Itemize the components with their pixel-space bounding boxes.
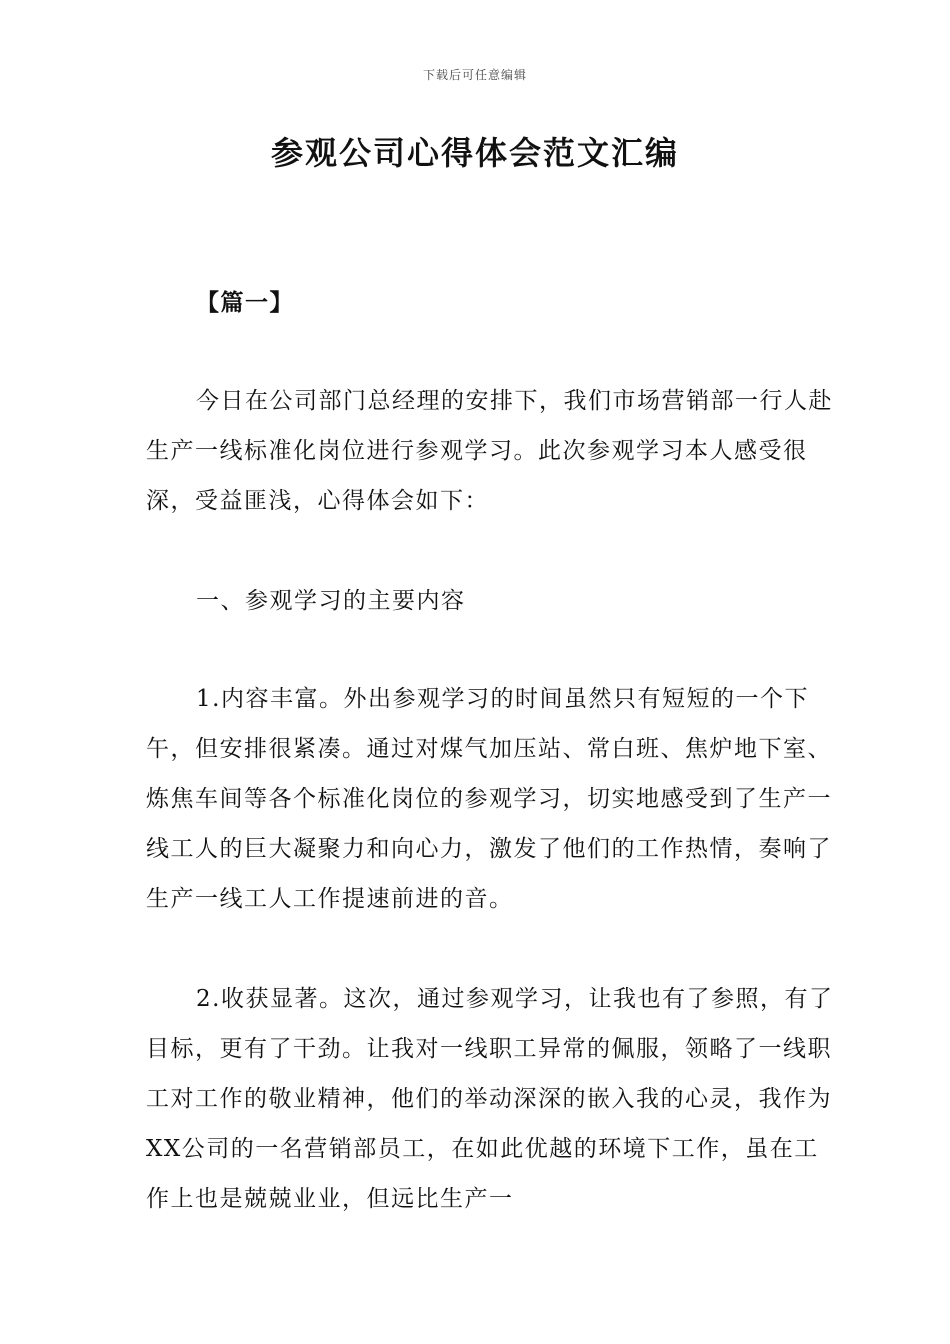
- document-title: 参观公司心得体会范文汇编: [270, 134, 679, 172]
- header-note: 下载后可任意编辑: [422, 68, 527, 82]
- paragraph-item-1: 1.内容丰富。外出参观学习的时间虽然只有短短的一个下午，但安排很紧凑。通过对煤气加压站、常白班、焦炉地下室、炼焦车间等各个标准化岗位的参观学习，切实地感受到了生产一线工人的巨大凝聚力和向心力，激发了他们的工作热情，奏响了生产一线工人工作提速前进的音。: [146, 686, 832, 912]
- paragraph-heading: 一、参观学习的主要内容: [196, 588, 466, 614]
- paragraph-intro: 今日在公司部门总经理的安排下，我们市场营销部一行人赴生产一线标准化岗位进行参观学习。此次参观学习本人感受很深，受益匪浅，心得体会如下：: [146, 388, 833, 514]
- paragraph-item-2: 2.收获显著。这次，通过参观学习，让我也有了参照，有了目标，更有了干劲。让我对一线职工异常的佩服，领略了一线职工对工作的敬业精神，他们的举动深深的嵌入我的心灵，我作为XX公司的一名营销部员工，在如此优越的环境下工作，虽在工作上也是兢兢业业，但远比生产一: [146, 986, 834, 1212]
- section-label: 【篇一】: [196, 290, 294, 316]
